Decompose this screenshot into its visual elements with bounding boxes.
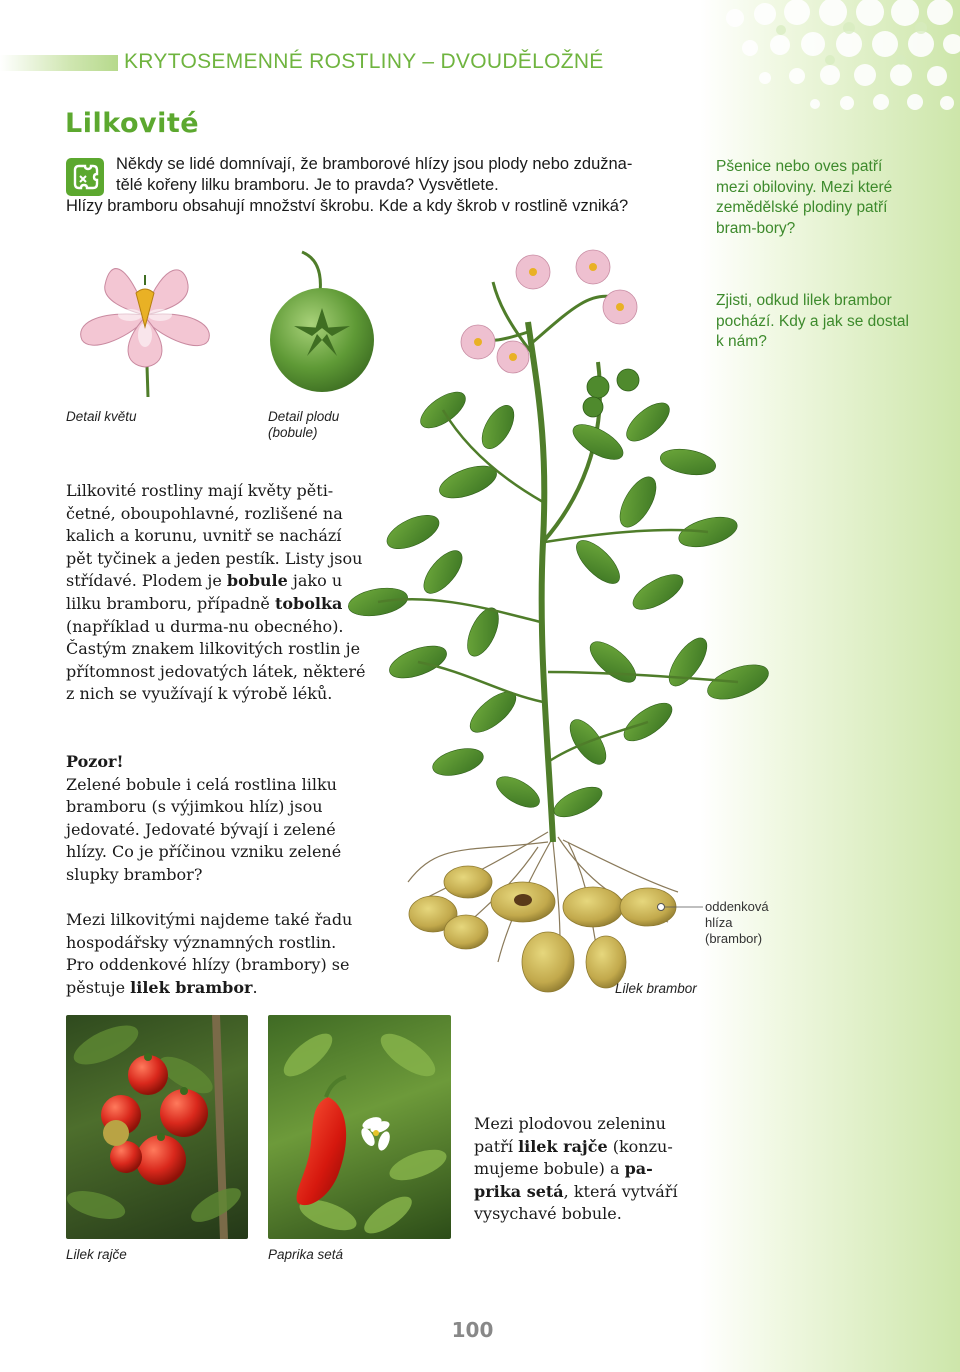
term-lilek-rajce: lilek rajče — [518, 1136, 608, 1156]
term-paprika-seta: pa-prika setá — [474, 1159, 653, 1201]
header-accent-bar — [0, 55, 118, 71]
side-note-cereals: Pšenice nebo oves patří mezi obiloviny. Mezi které zemědělské plodiny patří bram-bory? — [716, 158, 893, 237]
task-line-2: tělé kořeny lilku bramboru. Je to pravda? Vysvětlete. — [116, 176, 499, 194]
tomato-photo — [66, 1015, 248, 1239]
paragraph-economic: Mezi lilkovitými najdeme také řadu hospodářsky významných rostlin. Pro oddenkové hlízy (brambory) se pěstuje lilek brambor. — [66, 910, 353, 997]
caption-fruit-detail: Detail plodu (bobule) — [268, 409, 340, 440]
caption-tomato: Lilek rajče — [66, 1247, 127, 1262]
page-title: Lilkovité — [65, 108, 200, 139]
flower-detail-illustration — [70, 255, 220, 400]
paragraph-warning — [66, 751, 366, 887]
warning-text: Zelené bobule i celá rostlina lilku bramboru (s výjimkou hlíz) jsou jedovaté. Jedovaté bývají i zelené hlízy. Co je příčinou vzniku zelené slupky brambor? — [66, 774, 342, 884]
caption-tuber: oddenková hlíza (brambor) — [705, 899, 769, 946]
potato-plant-illustration — [348, 242, 780, 1002]
warning-title: Pozor! — [66, 752, 124, 771]
decorative-dot-pattern — [715, 0, 960, 130]
term-tobolka: tobolka — [274, 593, 343, 613]
page-number: 100 — [451, 1318, 494, 1342]
pepper-photo — [268, 1015, 451, 1239]
task-question — [66, 154, 686, 217]
term-bobule: bobule — [226, 571, 288, 591]
section-title: KRYTOSEMENNÉ ROSTLINY – DVOUDĚLOŽNÉ — [124, 50, 604, 73]
task-line-3: Hlízy bramboru obsahují množství škrobu. Kde a kdy škrob v rostlině vzniká? — [66, 197, 629, 215]
caption-pepper: Paprika setá — [268, 1247, 344, 1262]
caption-flower-detail: Detail květu — [66, 409, 137, 424]
paragraph-fruit-vegetables: Mezi plodovou zeleninu patří lilek rajče (konzu-mujeme bobule) a pa-prika setá, která vytváří vysychavé bobule. — [474, 1114, 678, 1224]
caption-potato-plant: Lilek brambor — [615, 981, 697, 996]
side-note-origin: Zjisti, odkud lilek brambor pochází. Kdy a jak se dostal k nám? — [716, 292, 910, 350]
paragraph-family-traits: Lilkovité rostliny mají květy pěti-četné, oboupohlavné, rozlišené na kalich a korunu, uvnitř se nachází pět tyčinek a jeden pestík. Listy jsou střídavé. Plodem je bobule jako u lilku bramboru, případně tobolka (například u durma-nu obecného). Častým znakem lilkovitých rostlin je přítomnost jedovatých látek, některé z nich se využívají k výrobě léků. — [66, 481, 366, 704]
task-line-1: Někdy se lidé domnívají, že bramborové hlízy jsou plody nebo zdužna- — [116, 155, 633, 173]
term-lilek-brambor: lilek brambor — [130, 977, 253, 997]
